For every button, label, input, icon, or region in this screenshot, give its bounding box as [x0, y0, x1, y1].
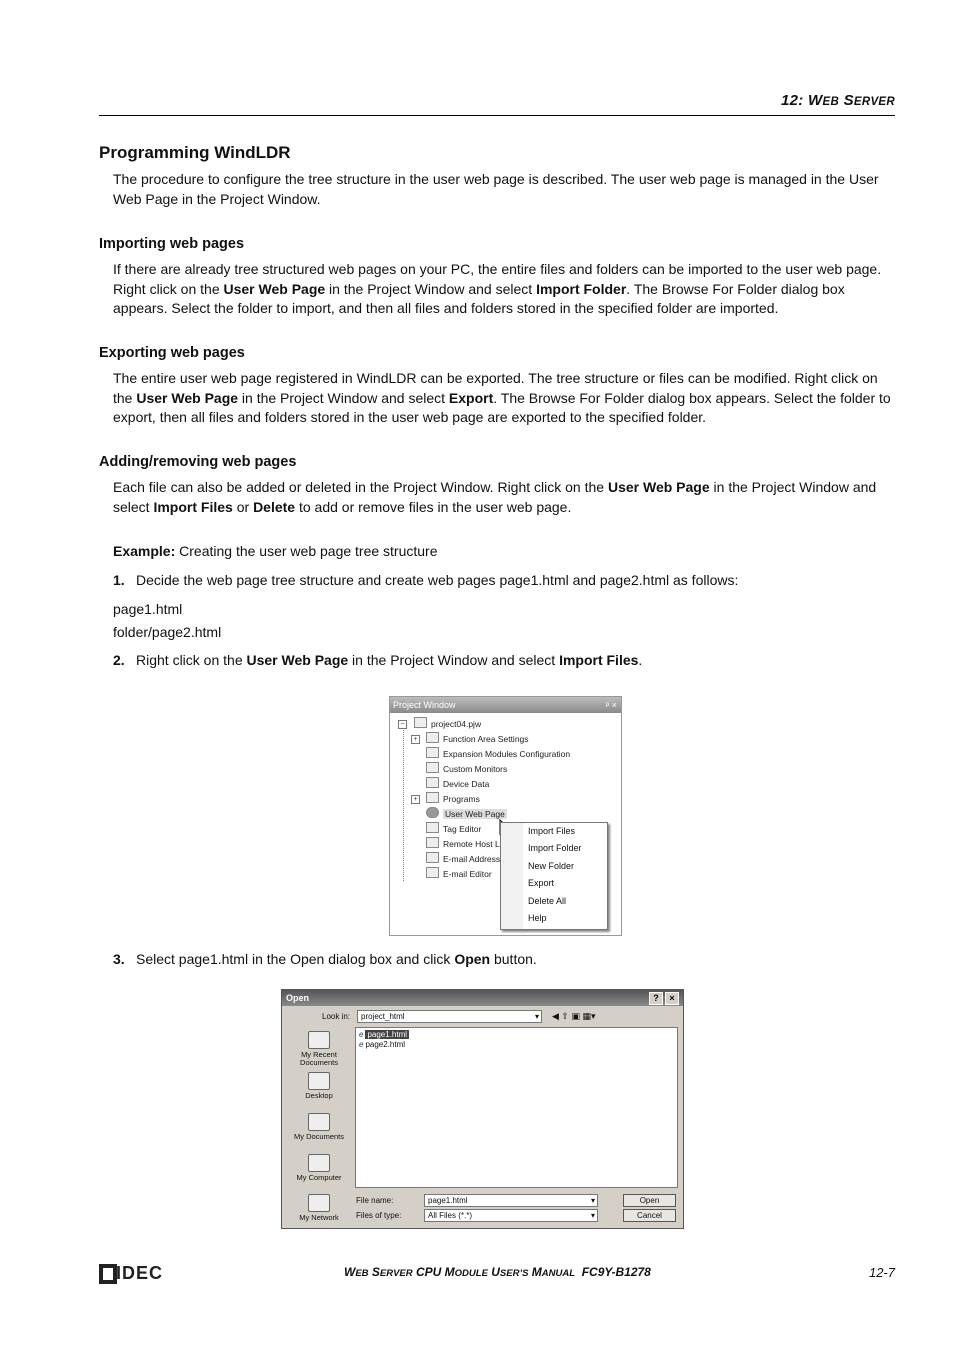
dropdown-arrow-icon: ▾ — [534, 1012, 539, 1021]
folder-icon — [426, 762, 439, 773]
desktop-icon — [308, 1072, 330, 1090]
recent-documents-icon — [308, 1031, 330, 1049]
running-header: 12: WEB SERVER — [780, 92, 895, 109]
menu-new-folder[interactable]: New Folder — [528, 861, 575, 871]
network-icon — [308, 1194, 330, 1212]
open-dialog-titlebar: Open ? × — [282, 990, 683, 1006]
tree-item-programs[interactable]: Programs — [426, 792, 480, 806]
folder-icon — [426, 777, 439, 788]
intro-paragraph: The procedure to configure the tree structure in the user web page is described. The user web page is managed in the User Web Page in the Project Window. — [113, 171, 879, 207]
tree-item-function-area[interactable]: Function Area Settings — [426, 732, 529, 746]
html-file-icon: e — [359, 1040, 364, 1049]
computer-icon — [308, 1154, 330, 1172]
menu-import-folder[interactable]: Import Folder — [528, 843, 582, 853]
open-dialog — [281, 989, 684, 1229]
place-recent-documents[interactable]: My Recent Documents — [288, 1031, 350, 1067]
file-path-2: folder/page2.html — [113, 624, 222, 640]
tree-item-email-address[interactable]: E-mail Address — [426, 852, 500, 866]
menu-help[interactable]: Help — [528, 913, 547, 923]
server-icon — [426, 837, 439, 848]
address-book-icon — [426, 852, 439, 863]
dropdown-arrow-icon: ▾ — [590, 1196, 595, 1205]
header-rule — [99, 115, 895, 116]
idec-logo: IDEC — [99, 1262, 169, 1286]
file-type-label: Files of type: — [356, 1211, 402, 1220]
open-button[interactable]: Open — [623, 1194, 676, 1207]
exporting-heading: Exporting web pages — [99, 345, 245, 361]
manual-title: WEB SERVER CPU MODULE USER’S MANUAL FC9Y-B1278 — [344, 1265, 651, 1279]
window-controls-icon[interactable]: ᵖ × — [605, 700, 617, 710]
file-list — [355, 1027, 678, 1188]
adding-heading: Adding/removing web pages — [99, 454, 297, 470]
look-in-select[interactable]: project_html ▾ — [357, 1010, 542, 1023]
file-item-page2[interactable]: e page2.html — [359, 1040, 406, 1049]
file-path-1: page1.html — [113, 601, 183, 617]
project-file-icon — [414, 717, 427, 728]
tag-icon — [426, 822, 439, 833]
menu-delete-all[interactable]: Delete All — [528, 896, 567, 906]
tree-item-remote-host[interactable]: Remote Host L — [426, 837, 500, 851]
menu-export[interactable]: Export — [528, 878, 555, 888]
look-in-label: Look in: — [322, 1012, 351, 1021]
expand-icon[interactable]: + — [411, 795, 420, 804]
dropdown-arrow-icon: ▾ — [590, 1211, 595, 1220]
file-name-label: File name: — [356, 1196, 394, 1205]
example-line: Example: Creating the user web page tree structure — [113, 543, 438, 559]
importing-heading: Importing web pages — [99, 236, 245, 252]
importing-paragraph: If there are already tree structured web pages on your PC, the entire files and folders can be imported to the user web page. Right click on the User Web Page in the Project Window and select Import Folder. The Browse For Folder dialog box appears. Select the folder to import, and then all files and folders stored in the specified folder are imported. — [113, 261, 882, 316]
tree-item-custom-monitors[interactable]: Custom Monitors — [426, 762, 507, 776]
toolbar-icons[interactable]: ◀ ⇧ ▣ ▦▾ — [552, 1011, 596, 1021]
tree-item-tag-editor[interactable]: Tag Editor — [426, 822, 481, 836]
folder-icon — [426, 792, 439, 803]
file-item-page1[interactable]: e page1.html — [359, 1030, 408, 1039]
step-2: 2. Right click on the User Web Page in the Project Window and select Import Files. — [113, 652, 643, 668]
globe-icon — [426, 807, 439, 818]
tree-item-email-editor[interactable]: E-mail Editor — [426, 867, 492, 881]
close-button[interactable]: × — [665, 992, 679, 1005]
file-type-select[interactable]: All Files (*.*) ▾ — [424, 1209, 598, 1222]
page-number: 12-7 — [868, 1265, 895, 1280]
html-file-icon: e — [359, 1030, 364, 1039]
collapse-icon[interactable]: − — [398, 720, 407, 729]
step-1: 1. Decide the web page tree structure and create web pages page1.html and page2.html as follows: — [113, 572, 739, 588]
expand-icon[interactable]: + — [411, 735, 420, 744]
settings-icon — [426, 747, 439, 758]
mail-icon — [426, 867, 439, 878]
place-my-computer[interactable]: My Computer — [288, 1154, 350, 1182]
documents-icon — [308, 1113, 330, 1131]
section-title: Programming WindLDR — [99, 143, 291, 162]
menu-import-files[interactable]: Import Files — [528, 826, 576, 836]
exporting-paragraph: The entire user web page registered in WindLDR can be exported. The tree structure or files can be modified. Right click on the User Web Page in the Project Window and select Export. The Browse For Folder dialog box appears. Select the folder to export, then all files and folders stored in the user web page are exported to the specified folder. — [113, 370, 891, 425]
place-desktop[interactable]: Desktop — [288, 1072, 350, 1100]
tree-item-device-data[interactable]: Device Data — [426, 777, 489, 791]
tree-item-user-web-page[interactable]: User Web Page — [426, 807, 507, 821]
settings-icon — [426, 732, 439, 743]
step-3: 3. Select page1.html in the Open dialog box and click Open button. — [113, 951, 537, 967]
tree-root[interactable]: project04.pjw — [414, 717, 481, 731]
cancel-button[interactable]: Cancel — [623, 1209, 676, 1222]
adding-paragraph: Each file can also be added or deleted in the Project Window. Right click on the User Web Page in the Project Window and select Import Files or Delete to add or remove files in the user web page. — [113, 479, 877, 515]
file-name-input[interactable]: page1.html ▾ — [424, 1194, 598, 1207]
tree-item-expansion[interactable]: Expansion Modules Configuration — [426, 747, 570, 761]
context-menu — [500, 822, 608, 930]
project-window-titlebar: Project Window ᵖ × — [390, 697, 621, 713]
place-my-network[interactable]: My Network — [288, 1194, 350, 1222]
help-button[interactable]: ? — [649, 992, 663, 1005]
place-my-documents[interactable]: My Documents — [288, 1113, 350, 1141]
